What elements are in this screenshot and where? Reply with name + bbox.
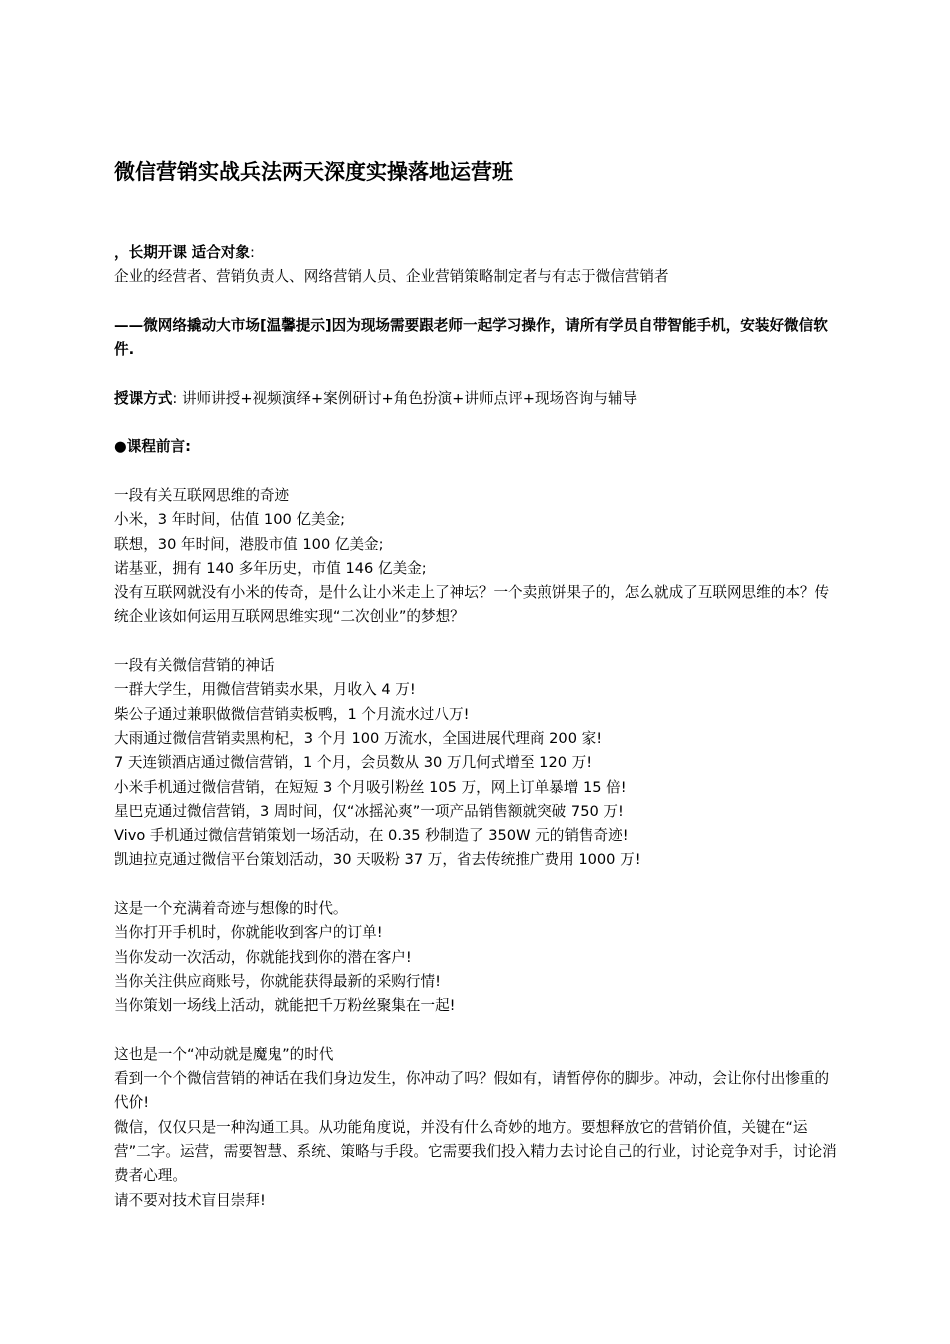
spacer (114, 873, 838, 897)
section3-line: 这是一个充满着奇迹与想像的时代。 (114, 900, 348, 918)
spacer (114, 1019, 838, 1043)
section2-line: 大雨通过微信营销卖黑枸杞，3 个月 100 万流水，全国进展代理商 200 家! (114, 729, 603, 747)
section2-line: 小米手机通过微信营销，在短短 3 个月吸引粉丝 105 万，网上订单暴增 15 倍! (114, 778, 627, 796)
section2-line: 柴公子通过兼职做微信营销卖板鸭，1 个月流水过八万! (114, 705, 470, 723)
section3-line: 当你策划一场线上活动，就能把千万粉丝聚集在一起! (114, 997, 456, 1015)
audience-label: 适合对象 (191, 244, 251, 261)
section1-heading: 一段有关互联网思维的奇迹 (114, 486, 290, 504)
section2-line: 凯迪拉克通过微信平台策划活动，30 天吸粉 37 万，省去传统推广费用 1000 万! (114, 851, 641, 869)
preface-heading: ●课程前言: (114, 438, 191, 456)
section3-line: 当你关注供应商账号，你就能获得最新的采购行情! (114, 972, 441, 990)
section2-line: 星巴克通过微信营销，3 周时间，仅“冰摇沁爽”一项产品销售额就突破 750 万! (114, 802, 624, 820)
teaching-method-line (114, 387, 838, 411)
section1-line: 诺基亚，拥有 140 多年历史，市值 146 亿美金; (114, 559, 427, 577)
method-label: 授课方式 (114, 389, 173, 407)
section1-paragraph: 没有互联网就没有小米的传奇，是什么让小米走上了神坛？一个卖煎饼果子的，怎么就成了互联网思维的本？传统企业该如何运用互联网思维实现“二次创业”的梦想？ (114, 584, 830, 626)
section4-paragraph: 看到一个个微信营销的神话在我们身边发生，你冲动了吗？假如有，请暂停你的脚步。冲动，会让你付出惨重的代价! (114, 1070, 830, 1112)
spacer (114, 460, 838, 484)
section4-paragraph: 微信，仅仅只是一种沟通工具。从功能角度说，并没有什么奇妙的地方。要想释放它的营销价值，关键在“运营”二字。运营，需要智慧、系统、策略与手段。它需要我们投入精力去讨论自己的行业，讨论竞争对手，讨论消费者心理。 (114, 1118, 837, 1185)
section2-line: 7 天连锁酒店通过微信营销，1 个月，会员数从 30 万几何式增至 120 万! (114, 754, 593, 772)
method-colon: : (172, 389, 178, 407)
document-body (114, 241, 838, 1213)
schedule-audience-line (114, 241, 838, 265)
section1-line: 联想，30 年时间，港股市值 100 亿美金; (114, 535, 384, 553)
document-title: 微信营销实战兵法两天深度实操落地运营班 (114, 160, 513, 184)
section2-heading: 一段有关微信营销的神话 (114, 657, 275, 675)
section3-line: 当你发动一次活动，你就能找到你的潜在客户! (114, 948, 412, 966)
section1-line: 小米，3 年时间，估值 100 亿美金; (114, 511, 346, 529)
method-text: 讲师讲授+视频演绎+案例研讨+角色扮演+讲师点评+现场咨询与辅导 (181, 389, 638, 407)
section4-closing: 请不要对技术盲目崇拜! (114, 1191, 266, 1209)
notice-text: ——微网络撬动大市场[温馨提示]因为现场需要跟老师一起学习操作，请所有学员自带智能手机，安装好微信软件. (114, 316, 828, 359)
audience-colon: : (250, 244, 255, 261)
section3-line: 当你打开手机时，你就能收到客户的订单! (114, 924, 383, 942)
section2-line: 一群大学生，用微信营销卖水果，月收入 4 万! (114, 681, 416, 699)
section4-heading: 这也是一个“冲动就是魔鬼”的时代 (114, 1045, 334, 1063)
audience-text: 企业的经营者、营销负责人、网络营销人员、企业营销策略制定者与有志于微信营销者 (114, 268, 669, 286)
schedule-prefix: ，长期开课 (114, 244, 187, 261)
spacer (114, 362, 838, 386)
section2-line: Vivo 手机通过微信营销策划一场活动，在 0.35 秒制造了 350W 元的销售奇迹! (114, 827, 629, 845)
spacer (114, 290, 838, 314)
spacer (114, 630, 838, 654)
spacer (114, 411, 838, 435)
